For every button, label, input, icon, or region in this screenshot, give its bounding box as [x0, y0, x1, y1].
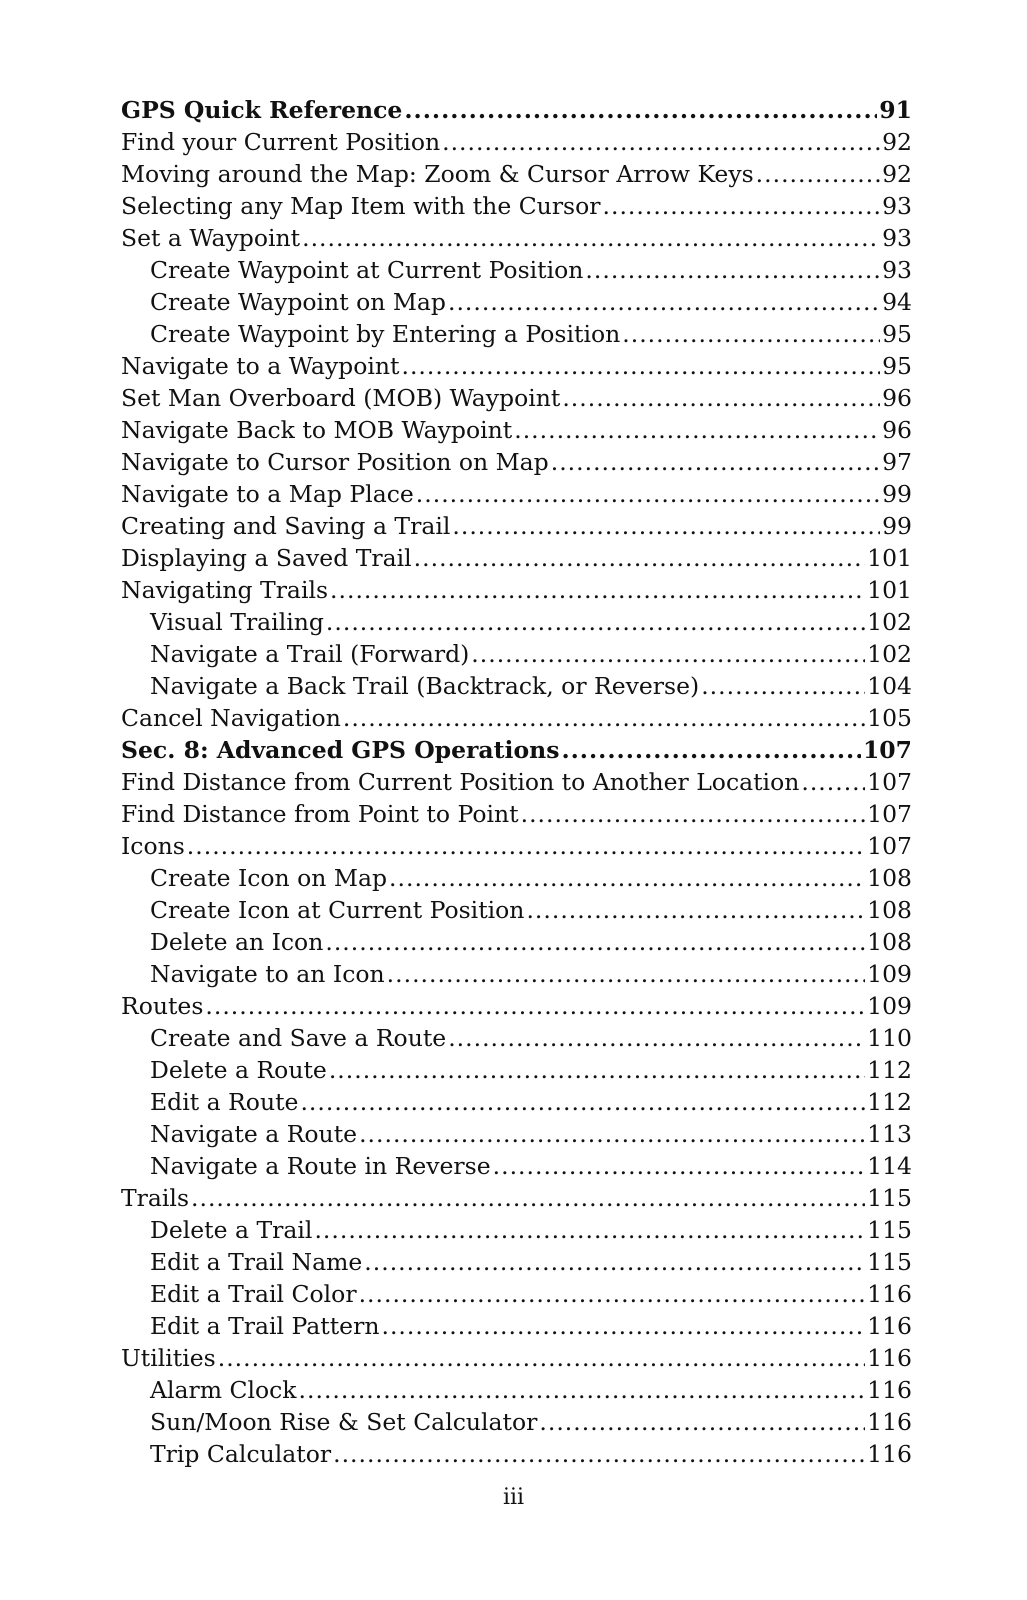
toc-entry[interactable]: [121, 606, 912, 638]
toc-entry[interactable]: [121, 734, 912, 766]
toc-entry[interactable]: [121, 1086, 912, 1118]
dot-leader: [333, 1438, 865, 1470]
toc-entry[interactable]: [121, 638, 912, 670]
toc-entry[interactable]: [121, 1182, 912, 1214]
table-of-contents: [121, 94, 912, 1470]
dot-leader: [343, 702, 865, 734]
toc-entry[interactable]: [121, 286, 912, 318]
dot-leader: [521, 798, 866, 830]
toc-entry-page: 113: [867, 1120, 912, 1148]
toc-entry-title: Visual Trailing: [150, 608, 324, 636]
toc-entry-title: Delete a Route: [150, 1056, 327, 1084]
dot-leader: [325, 926, 865, 958]
toc-entry-title: Icons: [121, 832, 185, 860]
toc-entry-page: 101: [867, 544, 912, 572]
dot-leader: [514, 414, 880, 446]
dot-leader: [187, 830, 865, 862]
toc-entry-page: 92: [882, 128, 912, 156]
toc-entry[interactable]: [121, 542, 912, 574]
toc-entry-title: GPS Quick Reference: [121, 96, 403, 124]
toc-entry-page: 108: [867, 864, 912, 892]
dot-leader: [387, 958, 865, 990]
dot-leader: [389, 862, 865, 894]
toc-entry[interactable]: [121, 190, 912, 222]
toc-entry-title: Find Distance from Current Position to Another Location: [121, 768, 800, 796]
toc-entry-title: Navigate a Route: [150, 1120, 358, 1148]
dot-leader: [562, 382, 880, 414]
dot-leader: [300, 1086, 865, 1118]
dot-leader: [299, 1374, 866, 1406]
toc-entry-page: 116: [867, 1440, 912, 1468]
toc-entry-title: Set Man Overboard (MOB) Waypoint: [121, 384, 561, 412]
dot-leader: [561, 734, 861, 766]
toc-entry-title: Set a Waypoint: [121, 224, 301, 252]
toc-entry-title: Utilities: [121, 1344, 216, 1372]
dot-leader: [326, 606, 865, 638]
toc-entry-page: 102: [867, 640, 912, 668]
toc-entry[interactable]: [121, 702, 912, 734]
toc-entry-title: Alarm Clock: [150, 1376, 297, 1404]
toc-entry-page: 104: [867, 672, 912, 700]
toc-entry[interactable]: [121, 1406, 912, 1438]
toc-entry-title: Create Waypoint by Entering a Position: [150, 320, 621, 348]
toc-entry-page: 94: [882, 288, 912, 316]
toc-entry[interactable]: [121, 1342, 912, 1374]
toc-entry[interactable]: [121, 862, 912, 894]
page-number: iii: [502, 1485, 525, 1510]
toc-entry-title: Create Waypoint on Map: [150, 288, 446, 316]
toc-entry[interactable]: [121, 158, 912, 190]
toc-entry-title: Create Icon on Map: [150, 864, 388, 892]
toc-entry[interactable]: [121, 798, 912, 830]
toc-entry-title: Navigate to a Waypoint: [121, 352, 400, 380]
toc-entry[interactable]: [121, 478, 912, 510]
dot-leader: [539, 1406, 865, 1438]
toc-entry[interactable]: [121, 414, 912, 446]
dot-leader: [701, 670, 865, 702]
dot-leader: [364, 1246, 865, 1278]
toc-entry[interactable]: [121, 830, 912, 862]
toc-entry-page: 99: [882, 480, 912, 508]
toc-entry-page: 97: [882, 448, 912, 476]
toc-entry[interactable]: [121, 1022, 912, 1054]
toc-entry-page: 109: [867, 960, 912, 988]
toc-entry-title: Create and Save a Route: [150, 1024, 447, 1052]
toc-entry[interactable]: [121, 958, 912, 990]
toc-entry[interactable]: [121, 446, 912, 478]
toc-entry-title: Find your Current Position: [121, 128, 441, 156]
toc-entry-page: 112: [867, 1056, 912, 1084]
dot-leader: [191, 1182, 865, 1214]
toc-entry-title: Navigate to Cursor Position on Map: [121, 448, 549, 476]
toc-entry-page: 109: [867, 992, 912, 1020]
toc-entry-title: Creating and Saving a Trail: [121, 512, 451, 540]
toc-entry-page: 107: [867, 800, 912, 828]
toc-entry-title: Moving around the Map: Zoom & Cursor Arrow Keys: [121, 160, 754, 188]
toc-entry[interactable]: [121, 222, 912, 254]
toc-entry-page: 102: [867, 608, 912, 636]
dot-leader: [448, 286, 880, 318]
dot-leader: [359, 1118, 865, 1150]
dot-leader: [205, 990, 865, 1022]
toc-entry[interactable]: [121, 574, 912, 606]
toc-entry[interactable]: [121, 926, 912, 958]
toc-entry-title: Trip Calculator: [150, 1440, 332, 1468]
dot-leader: [359, 1278, 866, 1310]
toc-entry-title: Navigate to a Map Place: [121, 480, 414, 508]
toc-entry[interactable]: [121, 318, 912, 350]
dot-leader: [756, 158, 880, 190]
toc-entry[interactable]: [121, 350, 912, 382]
dot-leader: [585, 254, 880, 286]
dot-leader: [471, 638, 865, 670]
toc-entry-page: 114: [867, 1152, 912, 1180]
toc-entry-title: Displaying a Saved Trail: [121, 544, 412, 572]
toc-entry[interactable]: [121, 126, 912, 158]
toc-entry[interactable]: [121, 382, 912, 414]
toc-entry-title: Edit a Trail Color: [150, 1280, 357, 1308]
toc-entry[interactable]: [121, 1374, 912, 1406]
toc-entry-page: 107: [867, 832, 912, 860]
toc-entry-title: Navigate a Back Trail (Backtrack, or Reverse): [150, 672, 700, 700]
toc-entry[interactable]: [121, 254, 912, 286]
toc-entry-page: 115: [867, 1216, 912, 1244]
toc-entry-page: 105: [867, 704, 912, 732]
dot-leader: [493, 1150, 866, 1182]
toc-entry[interactable]: [121, 1278, 912, 1310]
toc-entry[interactable]: [121, 1118, 912, 1150]
toc-entry-page: 93: [882, 224, 912, 252]
toc-entry-title: Navigate a Trail (Forward): [150, 640, 470, 668]
toc-entry-title: Navigate a Route in Reverse: [150, 1152, 491, 1180]
dot-leader: [381, 1310, 865, 1342]
dot-leader: [551, 446, 880, 478]
toc-entry-page: 93: [882, 256, 912, 284]
toc-entry[interactable]: [121, 1054, 912, 1086]
toc-entry-title: Navigate to an Icon: [150, 960, 385, 988]
toc-entry-title: Edit a Trail Name: [150, 1248, 363, 1276]
toc-entry-title: Edit a Trail Pattern: [150, 1312, 380, 1340]
toc-entry-page: 112: [867, 1088, 912, 1116]
dot-leader: [330, 574, 865, 606]
toc-entry-title: Trails: [121, 1184, 190, 1212]
toc-entry-page: 91: [879, 96, 912, 124]
toc-entry-page: 116: [867, 1312, 912, 1340]
dot-leader: [442, 126, 880, 158]
dot-leader: [329, 1054, 865, 1086]
toc-entry-title: Find Distance from Point to Point: [121, 800, 519, 828]
toc-entry-page: 99: [882, 512, 912, 540]
dot-leader: [452, 510, 880, 542]
toc-entry[interactable]: [121, 94, 912, 126]
dot-leader: [404, 94, 877, 126]
dot-leader: [414, 542, 865, 574]
toc-entry[interactable]: [121, 1150, 912, 1182]
toc-entry-page: 107: [867, 768, 912, 796]
toc-entry-page: 115: [867, 1184, 912, 1212]
toc-entry-title: Cancel Navigation: [121, 704, 341, 732]
toc-entry-title: Create Icon at Current Position: [150, 896, 525, 924]
dot-leader: [448, 1022, 865, 1054]
toc-entry-page: 115: [867, 1248, 912, 1276]
toc-entry-page: 116: [867, 1280, 912, 1308]
dot-leader: [314, 1214, 865, 1246]
toc-entry[interactable]: [121, 1438, 912, 1470]
toc-entry-page: 116: [867, 1408, 912, 1436]
toc-entry-page: 101: [867, 576, 912, 604]
toc-entry-page: 95: [882, 352, 912, 380]
dot-leader: [218, 1342, 865, 1374]
dot-leader: [416, 478, 880, 510]
toc-entry-page: 96: [882, 384, 912, 412]
dot-leader: [526, 894, 865, 926]
toc-entry[interactable]: [121, 1214, 912, 1246]
toc-entry-page: 108: [867, 928, 912, 956]
toc-entry-title: Sun/Moon Rise & Set Calculator: [150, 1408, 538, 1436]
toc-entry-title: Create Waypoint at Current Position: [150, 256, 584, 284]
dot-leader: [622, 318, 880, 350]
toc-entry-page: 110: [867, 1024, 912, 1052]
toc-entry-title: Routes: [121, 992, 204, 1020]
toc-entry-page: 96: [882, 416, 912, 444]
toc-entry-title: Edit a Route: [150, 1088, 299, 1116]
toc-entry-title: Navigating Trails: [121, 576, 329, 604]
toc-entry[interactable]: [121, 894, 912, 926]
toc-entry[interactable]: [121, 990, 912, 1022]
toc-entry-page: 108: [867, 896, 912, 924]
toc-entry-title: Delete an Icon: [150, 928, 324, 956]
toc-entry[interactable]: [121, 1310, 912, 1342]
toc-entry-page: 116: [867, 1376, 912, 1404]
dot-leader: [302, 222, 880, 254]
toc-entry-title: Delete a Trail: [150, 1216, 313, 1244]
toc-entry[interactable]: [121, 670, 912, 702]
toc-entry-title: Navigate Back to MOB Waypoint: [121, 416, 513, 444]
dot-leader: [401, 350, 880, 382]
toc-entry[interactable]: [121, 510, 912, 542]
dot-leader: [801, 766, 865, 798]
toc-entry[interactable]: [121, 766, 912, 798]
toc-entry[interactable]: [121, 1246, 912, 1278]
toc-entry-page: 95: [882, 320, 912, 348]
toc-entry-title: Sec. 8: Advanced GPS Operations: [121, 736, 560, 764]
toc-entry-title: Selecting any Map Item with the Cursor: [121, 192, 601, 220]
toc-entry-page: 92: [882, 160, 912, 188]
toc-entry-page: 107: [862, 736, 912, 764]
toc-entry-page: 93: [882, 192, 912, 220]
dot-leader: [603, 190, 881, 222]
toc-entry-page: 116: [867, 1344, 912, 1372]
